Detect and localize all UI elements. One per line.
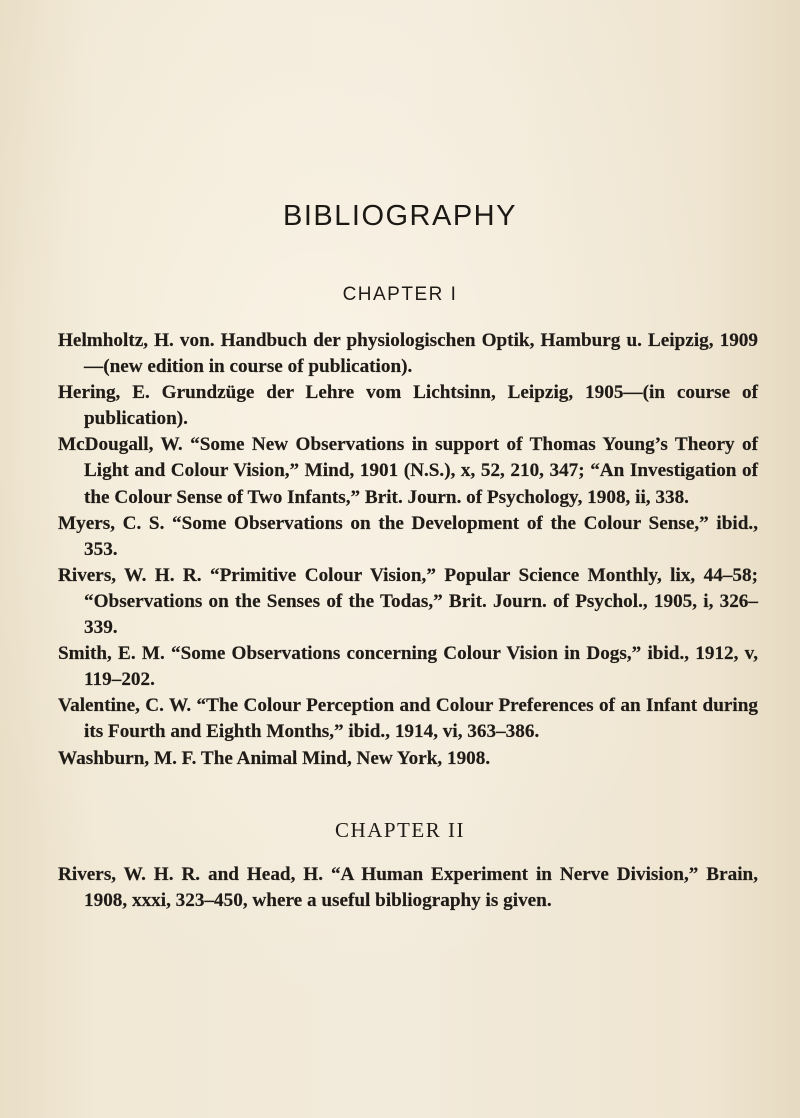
bibliography-entry: Rivers, W. H. R. and Head, H. “A Human Experiment in Nerve Division,” Brain, 1908, xxxi, 323–450, where a useful bibliography is given. — [58, 864, 758, 912]
chapter-1-entries — [58, 328, 758, 772]
bibliography-entry: Myers, C. S. “Some Observations on the Development of the Colour Sense,” ibid., 353. — [58, 512, 758, 560]
chapter-2-entries — [58, 862, 758, 914]
bibliography-entry: Hering, E. Grundzüge der Lehre vom Lichtsinn, Leipzig, 1905—(in course of publication). — [58, 382, 758, 430]
page-title: BIBLIOGRAPHY — [283, 200, 517, 232]
bibliography-entry: Rivers, W. H. R. “Primitive Colour Vision,” Popular Science Monthly, lix, 44–58; “Observations on the Senses of the Todas,” Brit. Journ. of Psychol., 1905, i, 326–339. — [58, 564, 758, 639]
bibliography-entry: McDougall, W. “Some New Observations in support of Thomas Young’s Theory of Light and Colour Vision,” Mind, 1901 (N.S.), x, 52, 210, 347; “An Investigation of the Colour Sense of Two Infants,” Brit. Journ. of Psychology, 1908, ii, 338. — [58, 434, 758, 508]
chapter-heading-1: CHAPTER I — [342, 284, 458, 305]
bibliography-entry: Washburn, M. F. The Animal Mind, New York, 1908. — [58, 747, 491, 769]
chapter-heading-2: CHAPTER II — [335, 818, 465, 842]
bibliography-entry: Valentine, C. W. “The Colour Perception and Colour Preferences of an Infant during its Fourth and Eighth Months,” ibid., 1914, vi, 363–386. — [58, 695, 758, 743]
bibliography-entry: Smith, E. M. “Some Observations concerning Colour Vision in Dogs,” ibid., 1912, v, 119–202. — [58, 643, 758, 691]
bibliography-entry: Helmholtz, H. von. Handbuch der physiologischen Optik, Hamburg u. Leipzig, 1909—(new edition in course of publication). — [58, 330, 758, 378]
